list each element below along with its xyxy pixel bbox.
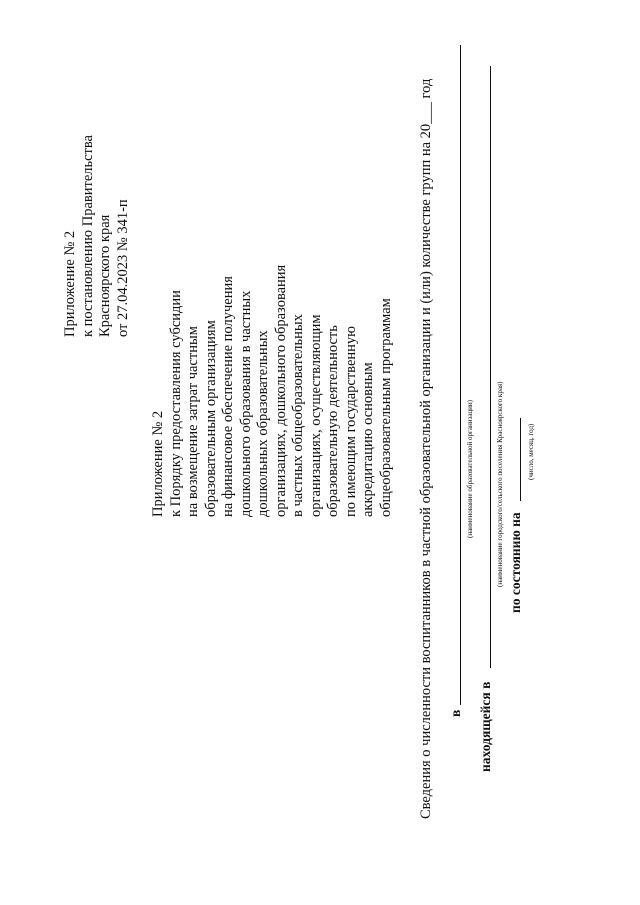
order-appendix-line: Приложение № 2	[150, 410, 166, 517]
settlement-name-line[interactable]	[490, 66, 491, 668]
org-name-line[interactable]	[460, 45, 461, 705]
date-caption: (число, месяц, год)	[527, 423, 535, 480]
order-appendix-header	[150, 265, 395, 517]
date-line[interactable]	[520, 418, 521, 501]
as-of-label: по состоянию на	[508, 512, 523, 613]
org-name-caption: (наименование образовательной организации)	[466, 400, 474, 538]
order-appendix-line: к Порядку предоставления субсидии	[167, 290, 184, 517]
order-appendix-line: общеобразовательным программам	[377, 298, 394, 517]
order-appendix-line: образовательную деятельность	[325, 325, 341, 517]
appendix-line: Красноярского края	[97, 214, 113, 337]
appendix-line: к постановлению Правительства	[79, 135, 96, 337]
order-appendix-line: в частных общеобразовательных	[290, 314, 306, 517]
order-appendix-line: дошкольного образования в частных	[237, 290, 254, 517]
order-appendix-line: организациях, осуществляющим	[307, 314, 324, 517]
document-title: Сведения о численности воспитанников в частной образовательной организации и (или) количестве групп на 20___ год	[418, 78, 434, 819]
order-appendix-line: по имеющим государственную	[342, 326, 359, 517]
appendix-line: от 27.04.2023 № 341-п	[114, 199, 131, 337]
order-appendix-line: образовательным организациям	[202, 320, 219, 517]
settlement-name-caption: (наименование городского/сельского поселения Красноярского края)	[496, 381, 504, 587]
appendix-line: Приложение № 2	[62, 230, 78, 337]
appendix-header	[62, 135, 132, 337]
order-appendix-line: аккредитацию основным	[360, 362, 376, 517]
in-label: в	[448, 709, 463, 717]
order-appendix-line: на финансовое обеспечение получения	[220, 276, 236, 517]
order-appendix-line: организациях, дошкольного образования	[272, 264, 289, 517]
order-appendix-line: на возмещение затрат частным	[185, 326, 201, 517]
located-label: находящейся в	[478, 681, 493, 772]
order-appendix-line: дошкольных образовательных	[255, 330, 271, 517]
